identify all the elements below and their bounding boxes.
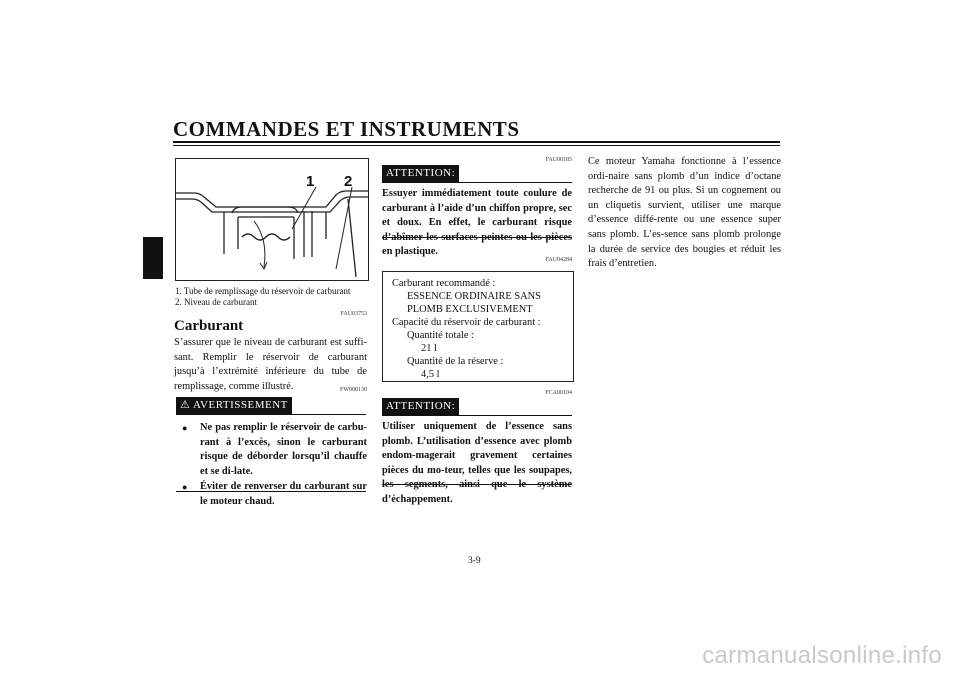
figure-caption-1: 1. Tube de remplissage du réservoir de carburant [175,286,351,296]
callout-1: 1 [306,173,315,190]
reserve-quantity-label: Quantité de la réserve : [407,356,504,367]
reference-code: FAU04284 [545,257,572,263]
bullet-icon: ● [182,423,188,433]
section-number: 3 [146,248,152,262]
page-number: 3-9 [468,556,481,566]
attention-label: ATTENTION: [382,165,459,182]
warning-label-text: AVERTISSEMENT [193,399,288,411]
fuel-tank-illustration [175,158,369,281]
watermark: carmanualsonline.info [702,642,942,669]
callout-2: 2 [344,173,353,190]
warning-item-text: Ne pas remplir le réservoir de carbu-rant à l’excès, sinon le carburant risque de déborder lorsqu’il chauffe et se di-late. [200,422,367,477]
warning-item [176,480,367,509]
bullet-icon: ● [182,482,188,493]
page-title: COMMANDES ET INSTRUMENTS [173,117,520,141]
total-quantity-value: 21 l [421,343,437,354]
attention-banner [382,165,572,183]
reference-code: FAU00185 [545,157,572,163]
fuel-specification-box [382,271,574,382]
attention-end-rule [382,484,572,485]
warning-item-text: Éviter de renverser du carburant sur le moteur chaud. [200,481,367,507]
attention-label: ATTENTION: [382,398,459,415]
attention-banner [382,398,572,416]
recommended-fuel-value: ESSENCE ORDINAIRE SANS [407,291,541,302]
attention-text: Essuyer immédiatement toute coulure de carburant à l’aide d’un chiffon propre, sec et doux. En effet, le carburant risque d’abîmer les surfaces peintes ou les pièces en plastique. [382,188,572,258]
reference-code: FW000130 [340,387,367,393]
reference-code: FCA00104 [545,390,572,396]
warning-end-rule [176,491,366,492]
total-quantity-label: Quantité totale : [407,330,474,341]
reference-code: FAU03753 [340,311,367,317]
title-rule-thin [173,145,780,146]
attention-text: Utiliser uniquement de l’essence sans plomb. L’utilisation d’essence avec plomb endom-magerait gravement certaines pièces du mo-teur, telles que les soupapes, les segments, ainsi que le système d’échappement. [382,421,572,505]
attention-end-rule [382,237,572,238]
title-rule [173,141,780,143]
warning-label [176,397,292,414]
tank-capacity-label: Capacité du réservoir de carburant : [392,317,541,328]
recommended-fuel-value: PLOMB EXCLUSIVEMENT [407,304,533,315]
warning-icon: ⚠ [180,399,191,411]
warning-banner [176,397,366,415]
recommended-fuel-label: Carburant recommandé : [392,278,496,289]
fuel-tank-drawing [176,159,368,280]
section-heading: Carburant [174,318,244,334]
warning-item [176,421,367,479]
warning-list [176,421,367,511]
fuel-paragraph: S’assurer que le niveau de carburant est suffi-sant. Remplir le réservoir de carburant jusqu’à l’extrémité inférieure du tube de remplissage, comme illustré. [174,337,367,392]
reserve-quantity-value: 4,5 l [421,369,440,380]
octane-paragraph: Ce moteur Yamaha fonctionne à l’essence ordi-naire sans plomb d’un indice d’octane recherche de 91 ou plus. Si un cognement ou un cliquetis survient, utiliser une marque d’essence diffé-rente ou une essence super sans plomb. L’es-sence sans plomb prolonge la durée de service des bougies et réduit les frais d’entretien. [588,156,781,270]
figure-caption-2: 2. Niveau de carburant [175,297,257,307]
